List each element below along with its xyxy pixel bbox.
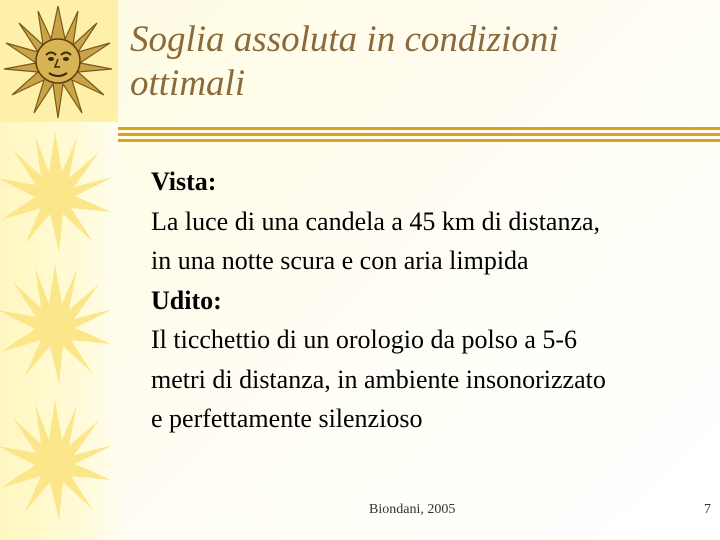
page-number: 7 (704, 502, 711, 517)
body-text-line: in una notte scura e con aria limpida (151, 246, 529, 275)
slide-body (151, 162, 711, 439)
sun-decoration-icon (0, 262, 118, 392)
section-heading-udito: Udito: (151, 285, 222, 315)
sun-logo (0, 0, 118, 122)
section-heading-vista: Vista: (151, 167, 217, 196)
title-divider (118, 139, 720, 142)
sun-face-icon (0, 0, 118, 122)
body-text-line: metri di distanza, in ambiente insonorizzato (151, 364, 606, 394)
body-text-line: Il ticchettio di un orologio da polso a 5-6 (151, 325, 578, 354)
title-divider (118, 133, 720, 136)
title-divider (118, 127, 720, 130)
footer-credit: Biondani, 2005 (369, 502, 456, 517)
title-line-1: Soglia assoluta in condizioni (130, 19, 559, 60)
title-line-2: ottimali (130, 63, 246, 104)
sun-decoration-icon (0, 130, 118, 260)
body-text-line: La luce di una candela a 45 km di distanza, (151, 206, 601, 236)
slide-title (130, 18, 690, 106)
body-text-line: e perfettamente silenzioso (151, 404, 423, 433)
sun-decoration-icon (0, 394, 118, 534)
